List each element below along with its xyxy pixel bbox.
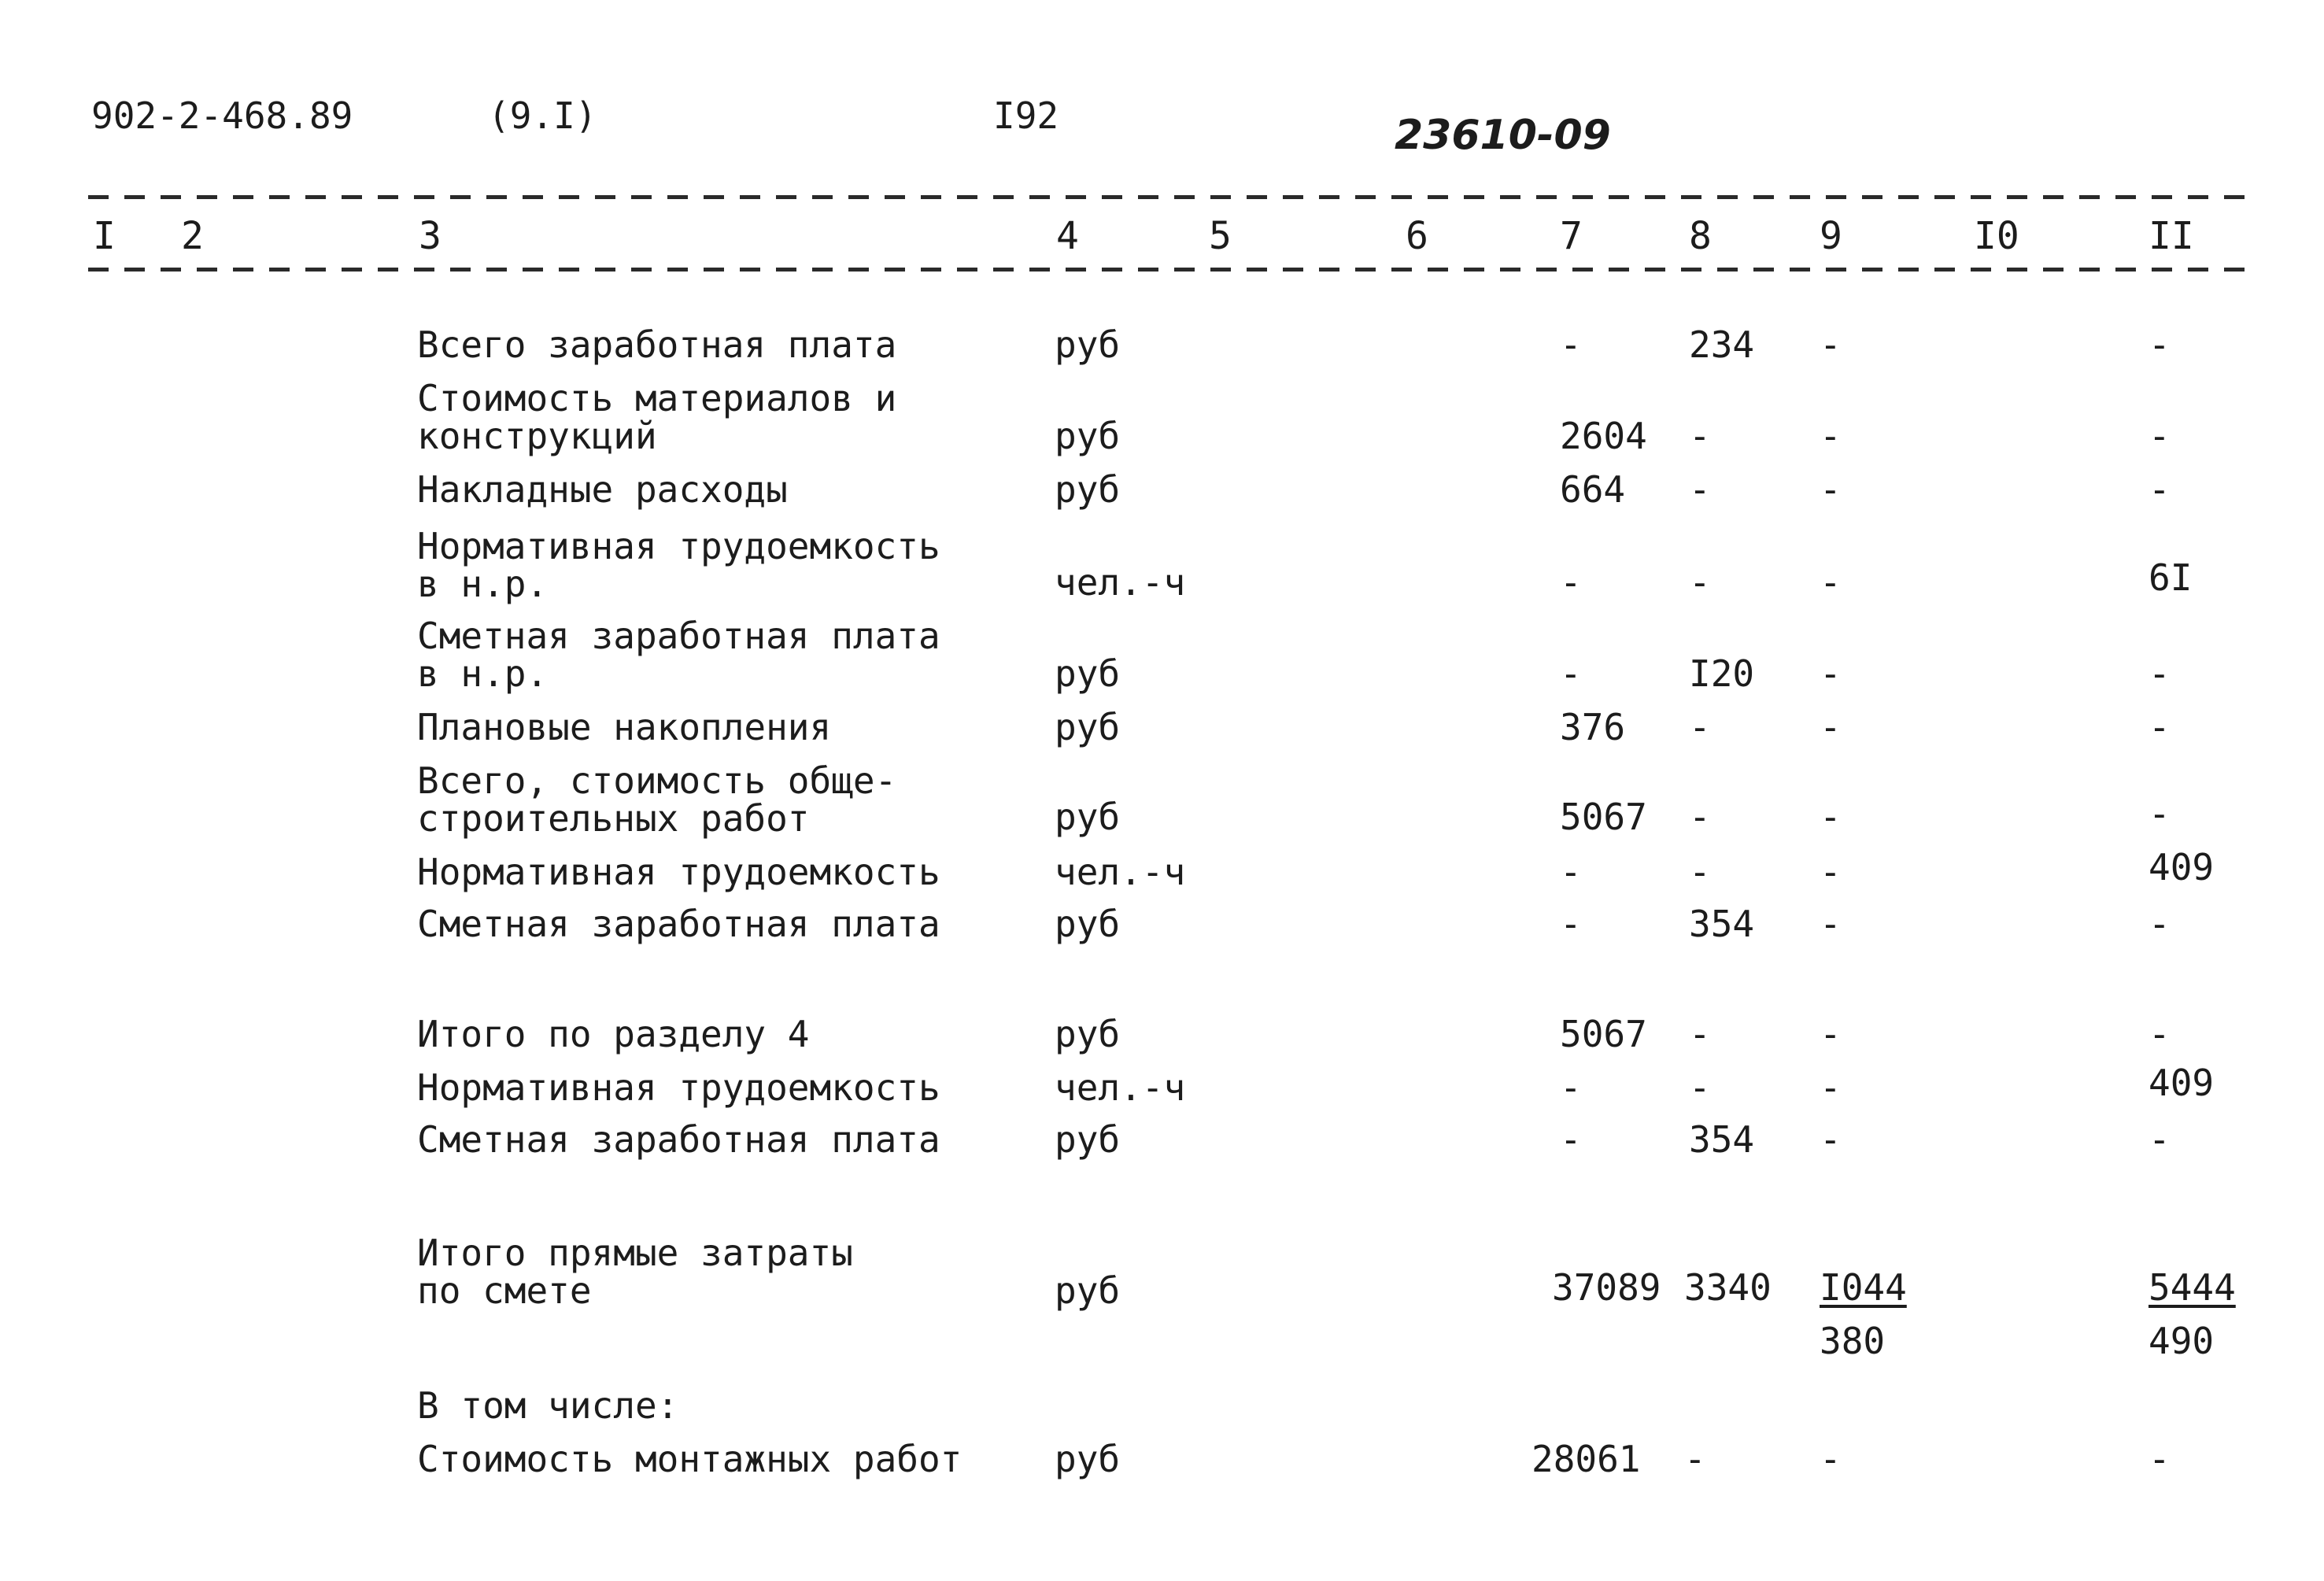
row-col9: - [1820,561,1842,604]
row-col9: - [1820,1013,1842,1055]
row-col8: 354 [1689,903,1755,945]
column-header-9: 9 [1820,214,1842,258]
column-header-10: I0 [1974,214,2019,258]
row-col9: - [1820,323,1842,366]
row-label: Всего, стоимость обще- строительных работ [417,759,897,840]
row-unit: руб [1055,1269,1121,1312]
row-unit: руб [1055,468,1121,511]
row-label: Плановые накопления [417,706,832,748]
document-number: 902-2-468.89 [91,94,353,137]
row-col7: 5067 [1560,1013,1647,1055]
row-unit: руб [1055,796,1121,838]
row-col11: - [2148,323,2171,366]
column-header-6: 6 [1406,214,1428,258]
row-unit: руб [1055,706,1121,748]
row-col11-denominator: 490 [2148,1320,2215,1362]
row-col7: 376 [1560,706,1626,748]
row-col8: - [1689,415,1711,457]
row-col11: - [2148,792,2171,835]
row-unit: чел.-ч [1055,1066,1186,1109]
column-header-1: I [93,214,116,258]
column-header-5: 5 [1209,214,1232,258]
row-col9: - [1820,1066,1842,1109]
row-col7: - [1560,1118,1582,1161]
row-col11: - [2148,1013,2171,1055]
row-unit: руб [1055,1013,1121,1055]
row-label: Стоимость монтажных работ [417,1438,962,1480]
row-col9: - [1820,706,1842,748]
row-unit: чел.-ч [1055,851,1186,893]
row-unit: руб [1055,903,1121,945]
row-unit: руб [1055,415,1121,457]
row-col8: 234 [1689,323,1755,366]
row-col8: 3340 [1684,1266,1772,1309]
row-label: В том числе: [417,1384,679,1427]
row-label: Накладные расходы [417,468,788,511]
row-unit: чел.-ч [1055,561,1186,604]
row-col9: - [1820,796,1842,838]
row-col7: 28061 [1531,1438,1641,1480]
row-col8: - [1689,851,1711,893]
row-col8: - [1689,1013,1711,1055]
row-col11: - [2148,415,2171,457]
row-label: Итого по разделу 4 [417,1013,810,1055]
row-col7: 37089 [1552,1266,1661,1309]
row-col8: - [1689,1066,1711,1109]
section-number: (9.I) [488,94,597,137]
row-col8: - [1689,468,1711,511]
column-header-2: 2 [181,214,204,258]
row-col7: - [1560,561,1582,604]
row-col7: - [1560,851,1582,893]
row-col7: - [1560,652,1582,695]
row-col8: - [1689,796,1711,838]
row-label: Нормативная трудоемкость [417,1066,940,1109]
row-unit: руб [1055,652,1121,695]
row-col11: 409 [2148,846,2215,888]
row-col11: - [2148,1438,2171,1480]
row-col11: - [2148,1118,2171,1161]
row-col7: - [1560,1066,1582,1109]
row-col11: 6I [2148,556,2193,599]
row-col7: 5067 [1560,796,1647,838]
row-col11: - [2148,468,2171,511]
row-col9: - [1820,903,1842,945]
page-number: I92 [993,94,1059,137]
column-header-8: 8 [1689,214,1712,258]
row-col9: - [1820,1118,1842,1161]
row-col11-numerator: 5444 [2148,1266,2236,1309]
row-label: Стоимость материалов и конструкций [417,377,897,457]
column-header-11: II [2148,214,2194,258]
handwritten-stamp: 23610-09 [1395,112,1611,159]
column-header-4: 4 [1056,214,1079,258]
row-label: Сметная заработная плата в н.р. [417,615,940,695]
row-col8: I20 [1689,652,1755,695]
row-col9: - [1820,851,1842,893]
row-col9: - [1820,1438,1842,1480]
row-col9: - [1820,468,1842,511]
row-label: Нормативная трудоемкость [417,851,940,893]
row-col11: 409 [2148,1062,2215,1104]
row-unit: руб [1055,1438,1121,1480]
row-col7: - [1560,903,1582,945]
row-col9-numerator: I044 [1820,1266,1907,1309]
column-header-7: 7 [1560,214,1583,258]
header-top-rule [88,195,2260,199]
row-col11: - [2148,652,2171,695]
row-col7: 664 [1560,468,1626,511]
row-unit: руб [1055,1118,1121,1161]
row-label: Сметная заработная плата [417,903,940,945]
row-col11: - [2148,903,2171,945]
row-label: Всего заработная плата [417,323,897,366]
row-col9: - [1820,652,1842,695]
row-col8: - [1689,706,1711,748]
row-unit: руб [1055,323,1121,366]
row-label: Итого прямые затраты по смете [417,1232,853,1312]
row-col7: - [1560,323,1582,366]
header-bottom-rule [88,268,2260,272]
row-col11: - [2148,706,2171,748]
row-col8: - [1689,561,1711,604]
row-label: Нормативная трудоемкость в н.р. [417,525,940,605]
row-col8: - [1684,1438,1706,1480]
row-col7: 2604 [1560,415,1647,457]
column-header-3: 3 [419,214,442,258]
row-col9: - [1820,415,1842,457]
row-col9-denominator: 380 [1820,1320,1886,1362]
row-label: Сметная заработная плата [417,1118,940,1161]
row-col8: 354 [1689,1118,1755,1161]
